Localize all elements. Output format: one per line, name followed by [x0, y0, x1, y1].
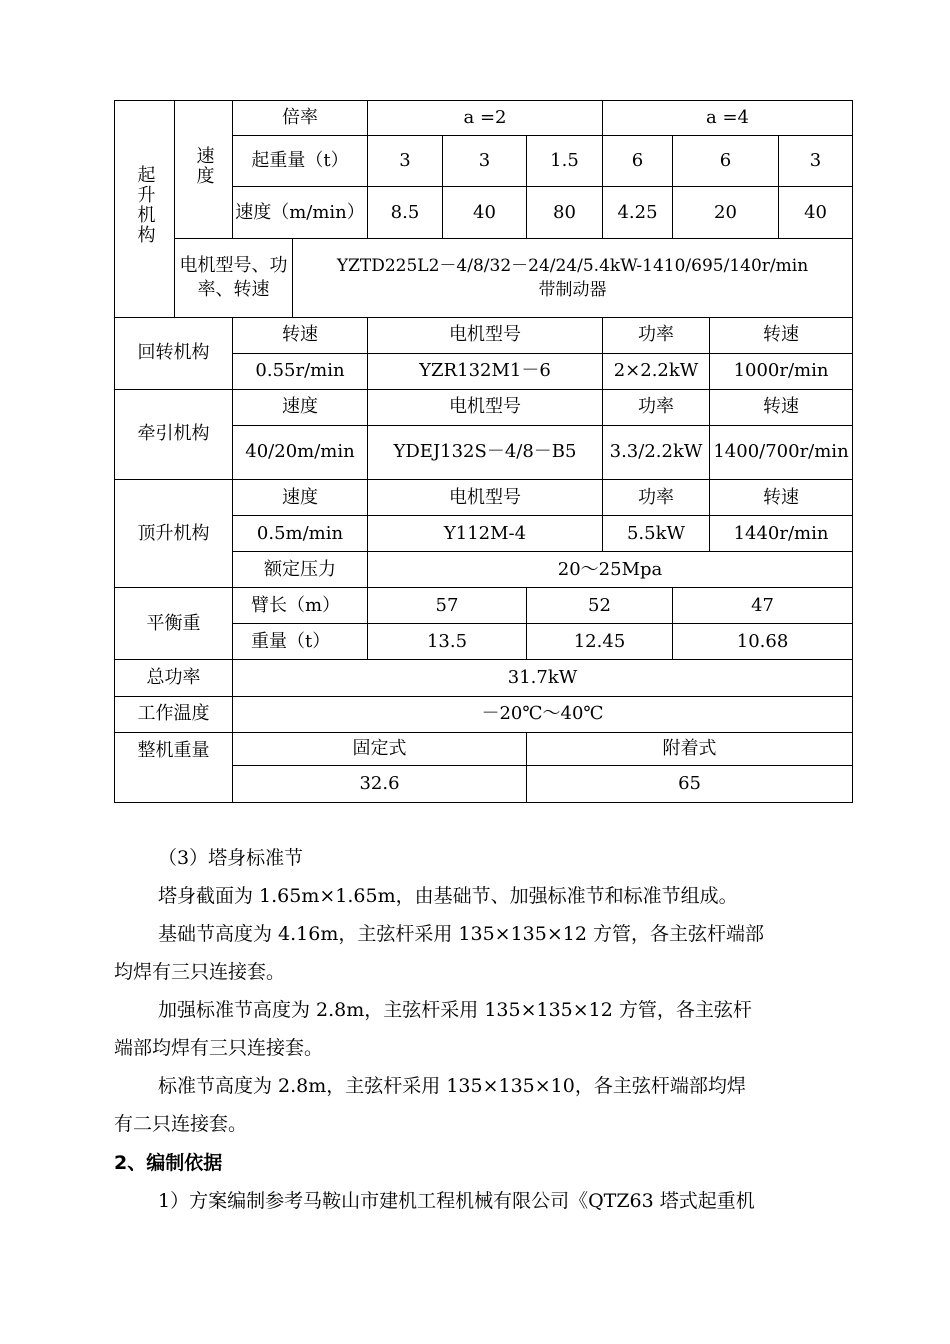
hoist-speed-label: 速度（m/min） [233, 187, 368, 239]
work-temp-label: 工作温度 [115, 696, 233, 732]
total-power-value: 31.7kW [233, 660, 853, 696]
climbing-header: 电机型号 [368, 480, 603, 516]
trolley-header: 功率 [603, 389, 710, 425]
slewing-header: 功率 [603, 317, 710, 353]
climbing-value: 5.5kW [603, 516, 710, 552]
hoist-speed-group-cell [175, 101, 233, 239]
load-value: 3 [779, 136, 853, 187]
total-power-label: 总功率 [115, 660, 233, 696]
ratio-a2: a =2 [368, 101, 603, 136]
slewing-title: 回转机构 [115, 317, 233, 389]
paragraph-2-line-2: 均焊有三只连接套。 [114, 961, 286, 983]
pressure-label: 额定压力 [233, 552, 368, 588]
slewing-header: 转速 [710, 317, 853, 353]
load-value: 1.5 [527, 136, 603, 187]
slewing-value: 2×2.2kW [603, 353, 710, 389]
section-heading-2: 2、编制依据 [114, 1152, 223, 1174]
hoist-title: 起升机构 [134, 165, 156, 246]
climbing-header: 转速 [710, 480, 853, 516]
arm-value: 47 [673, 588, 853, 624]
weight-value: 13.5 [368, 624, 527, 660]
trolley-header: 电机型号 [368, 389, 603, 425]
paragraph-3-line-2: 端部均焊有三只连接套。 [114, 1037, 324, 1059]
counterweight-title: 平衡重 [115, 588, 233, 660]
slewing-value: YZR132M1－6 [368, 353, 603, 389]
attached-value: 65 [527, 765, 853, 802]
load-value: 3 [368, 136, 443, 187]
climbing-header: 速度 [233, 480, 368, 516]
slewing-value: 1000r/min [710, 353, 853, 389]
paragraph-5: 1）方案编制参考马鞍山市建机工程机械有限公司《QTZ63 塔式起重机 [158, 1190, 755, 1212]
climbing-value: Y112M-4 [368, 516, 603, 552]
hoist-speed-value: 8.5 [368, 187, 443, 239]
trolley-title: 牵引机构 [115, 389, 233, 479]
spec-table [114, 100, 853, 803]
fixed-value: 32.6 [233, 765, 527, 802]
load-value: 6 [673, 136, 779, 187]
hoist-speed-value: 20 [673, 187, 779, 239]
load-label: 起重量（t） [233, 136, 368, 187]
ratio-label: 倍率 [233, 101, 368, 136]
hoist-motor-spec-line1: YZTD225L2－4/8/32－24/24/5.4kW-1410/695/140r/min [336, 255, 809, 276]
spec-table-wrapper [114, 100, 852, 803]
weight-label: 重量（t） [233, 624, 368, 660]
work-temp-value: －20℃～40℃ [233, 696, 853, 732]
weight-value: 10.68 [673, 624, 853, 660]
slewing-header: 转速 [233, 317, 368, 353]
slewing-value: 0.55r/min [233, 353, 368, 389]
arm-value: 57 [368, 588, 527, 624]
ratio-a4: a =4 [603, 101, 853, 136]
paragraph-4-line-2: 有二只连接套。 [114, 1113, 248, 1135]
trolley-value: 40/20m/min [233, 425, 368, 479]
hoist-motor-label: 电机型号、功率、转速 [175, 239, 293, 317]
pressure-value: 20～25Mpa [368, 552, 853, 588]
trolley-value: YDEJ132S－4/8－B5 [368, 425, 603, 479]
hoist-motor-spec [293, 239, 853, 317]
attached-label: 附着式 [527, 732, 853, 765]
arm-label: 臂长（m） [233, 588, 368, 624]
paragraph-4-line-1: 标准节高度为 2.8m，主弦杆采用 135×135×10，各主弦杆端部均焊 [158, 1075, 746, 1097]
climbing-value: 0.5m/min [233, 516, 368, 552]
climbing-value: 1440r/min [710, 516, 853, 552]
hoist-speed-group: 速度 [193, 146, 215, 187]
trolley-header: 速度 [233, 389, 368, 425]
paragraph-2-line-1: 基础节高度为 4.16m，主弦杆采用 135×135×12 方管，各主弦杆端部 [158, 923, 764, 945]
fixed-label: 固定式 [233, 732, 527, 765]
weight-value: 12.45 [527, 624, 673, 660]
hoist-title-cell [115, 101, 175, 318]
climbing-title: 顶升机构 [115, 480, 233, 588]
hoist-speed-value: 4.25 [603, 187, 673, 239]
arm-value: 52 [527, 588, 673, 624]
machine-weight-label: 整机重量 [115, 732, 233, 802]
load-value: 3 [443, 136, 527, 187]
hoist-motor-spec-line2: 带制动器 [538, 279, 607, 300]
hoist-speed-value: 80 [527, 187, 603, 239]
sub-heading: （3）塔身标准节 [158, 847, 304, 869]
hoist-speed-value: 40 [443, 187, 527, 239]
load-value: 6 [603, 136, 673, 187]
climbing-header: 功率 [603, 480, 710, 516]
hoist-speed-value: 40 [779, 187, 853, 239]
trolley-value: 3.3/2.2kW [603, 425, 710, 479]
paragraph-3-line-1: 加强标准节高度为 2.8m，主弦杆采用 135×135×12 方管，各主弦杆 [158, 999, 752, 1021]
slewing-header: 电机型号 [368, 317, 603, 353]
trolley-value: 1400/700r/min [710, 425, 853, 479]
trolley-header: 转速 [710, 389, 853, 425]
paragraph-1: 塔身截面为 1.65m×1.65m，由基础节、加强标准节和标准节组成。 [158, 885, 738, 907]
